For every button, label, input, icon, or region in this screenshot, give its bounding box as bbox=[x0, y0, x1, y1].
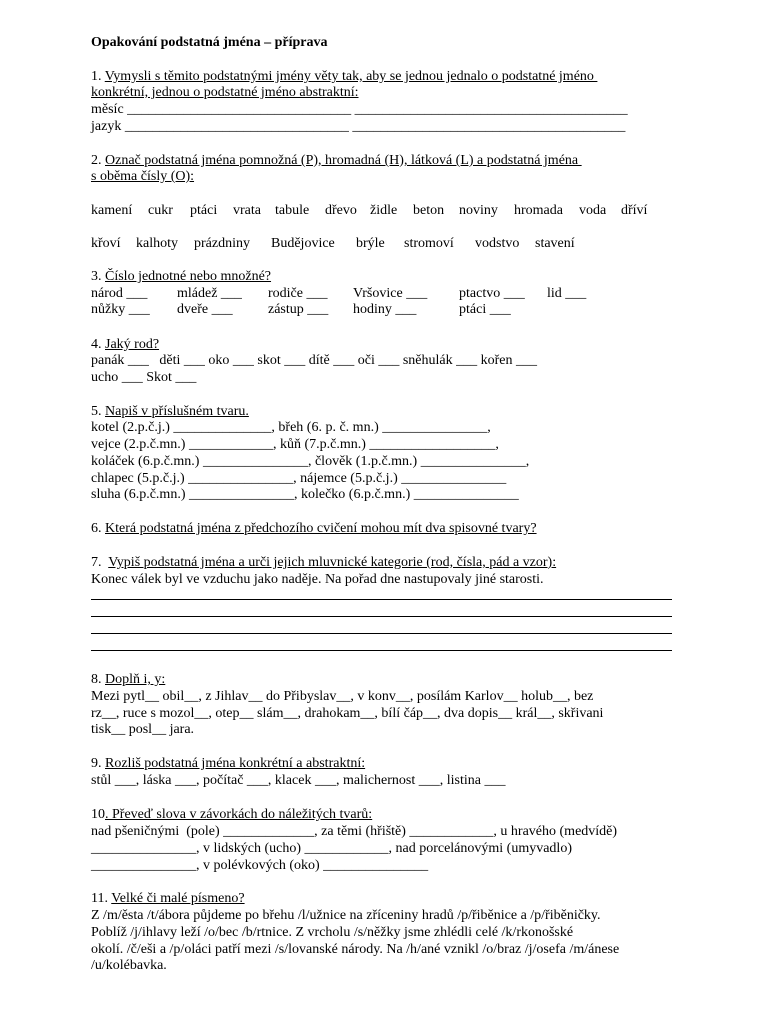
exercise-3-task: Číslo jednotné nebo množné? bbox=[105, 269, 272, 284]
word-item: ptáci bbox=[190, 203, 218, 218]
exercise-6-number: 6. bbox=[91, 521, 105, 536]
answer-item[interactable]: ptáci ___ bbox=[459, 302, 511, 317]
exercise-4-line-2[interactable]: ucho ___ Skot ___ bbox=[91, 370, 197, 385]
exercise-11-heading bbox=[91, 890, 245, 907]
exercise-6-task: Která podstatná jména z předchozího cvičení mohou mít dva spisovné tvary? bbox=[105, 521, 537, 536]
exercise-10-line-3[interactable]: _______________, v polévkových (oko) _______________ bbox=[91, 858, 429, 873]
word-item: prázdniny bbox=[194, 236, 250, 251]
word-item: tabule bbox=[275, 203, 310, 218]
word-item: vrata bbox=[233, 203, 261, 218]
exercise-4-heading bbox=[91, 336, 159, 353]
word-item: voda bbox=[579, 203, 607, 218]
exercise-10-line-2[interactable]: _______________, v lidských (ucho) ____________, nad porcelánovými (umyvadlo) bbox=[91, 841, 572, 856]
exercise-7-number: 7. bbox=[91, 555, 109, 570]
exercise-8-task: Doplň i, y: bbox=[105, 672, 166, 687]
word-item: dřevo bbox=[325, 203, 357, 218]
exercise-9-number: 9. bbox=[91, 756, 105, 771]
word-item: beton bbox=[413, 203, 445, 218]
word-item: vodstvo bbox=[475, 236, 520, 251]
answer-line[interactable] bbox=[91, 650, 672, 651]
exercise-1-number: 1. bbox=[91, 69, 105, 84]
exercise-8-line-2[interactable]: rz__, ruce s mozol__, otep__ slám__, drahokam__, bílí čáp__, dva dopis__ král__, skřivani bbox=[91, 706, 604, 721]
answer-item[interactable]: dveře ___ bbox=[177, 302, 233, 317]
answer-item[interactable]: národ ___ bbox=[91, 286, 148, 301]
word-item: kalhoty bbox=[136, 236, 178, 251]
exercise-5-line[interactable]: chlapec (5.p.č.j.) _______________, nájemce (5.p.č.j.) _______________ bbox=[91, 471, 507, 486]
exercise-11-line-3[interactable]: okolí. /č/eši a /p/oláci patří mezi /s/lovanské národy. Na /h/ané vznikl /o/braz /j/osefa /m/ánese bbox=[91, 942, 620, 957]
exercise-4-number: 4. bbox=[91, 337, 105, 352]
exercise-11-number: 11. bbox=[91, 891, 112, 906]
exercise-9-line-1[interactable]: stůl ___, láska ___, počítač ___, klacek ___, malichernost ___, listina ___ bbox=[91, 773, 506, 788]
answer-item[interactable]: lid ___ bbox=[547, 286, 587, 301]
exercise-2-task-cont: s oběma čísly (O): bbox=[91, 169, 195, 184]
exercise-1-row-jazyk[interactable]: jazyk ________________________________ _______________________________________ bbox=[91, 119, 626, 134]
exercise-7-heading bbox=[91, 554, 556, 571]
exercise-1-heading bbox=[91, 68, 597, 85]
answer-line[interactable] bbox=[91, 616, 672, 617]
word-item: dříví bbox=[621, 203, 648, 218]
exercise-11-task: Velké či malé písmeno? bbox=[111, 891, 245, 906]
answer-item[interactable]: ptactvo ___ bbox=[459, 286, 525, 301]
answer-item[interactable]: rodiče ___ bbox=[268, 286, 328, 301]
word-item: cukr bbox=[148, 203, 173, 218]
exercise-2-task: Označ podstatná jména pomnožná (P), hromadná (H), látková (L) a podstatná jména bbox=[105, 153, 582, 168]
exercise-6-heading bbox=[91, 520, 537, 537]
exercise-8-heading bbox=[91, 671, 165, 688]
exercise-3-heading bbox=[91, 268, 271, 285]
word-item: brýle bbox=[356, 236, 385, 251]
exercise-5-heading bbox=[91, 403, 249, 420]
answer-item[interactable]: Vršovice ___ bbox=[353, 286, 428, 301]
exercise-3-number: 3. bbox=[91, 269, 105, 284]
exercise-7-task: Vypiš podstatná jména a urči jejich mluvnické kategorie (rod, čísla, pád a vzor): bbox=[108, 555, 557, 570]
exercise-10-task: . Převeď slova v závorkách do náležitých tvarů: bbox=[105, 807, 373, 822]
answer-item[interactable]: mládež ___ bbox=[177, 286, 242, 301]
exercise-10-line-1[interactable]: nad pšeničnými (pole) _____________, za těmi (hřiště) ____________, u hravého (medvídě) bbox=[91, 824, 618, 839]
word-item: židle bbox=[370, 203, 398, 218]
exercise-1-row-mesic[interactable]: měsíc ________________________________ _______________________________________ bbox=[91, 102, 628, 117]
answer-item[interactable]: zástup ___ bbox=[268, 302, 329, 317]
exercise-4-task: Jaký rod? bbox=[105, 337, 160, 352]
word-item: noviny bbox=[459, 203, 498, 218]
exercise-10-number: 10 bbox=[91, 807, 105, 822]
exercise-4-line-1[interactable]: panák ___ děti ___ oko ___ skot ___ dítě ___ oči ___ sněhulák ___ kořen ___ bbox=[91, 353, 537, 368]
word-item: kamení bbox=[91, 203, 133, 218]
exercise-9-heading bbox=[91, 755, 365, 772]
answer-line[interactable] bbox=[91, 599, 672, 600]
page-title: Opakování podstatná jména – příprava bbox=[91, 35, 328, 50]
exercise-2-number: 2. bbox=[91, 153, 105, 168]
answer-item[interactable]: nůžky ___ bbox=[91, 302, 150, 317]
exercise-11-line-1[interactable]: Z /m/ěsta /t/ábora půjdeme po břehu /l/užnice na zříceniny hradů /p/řiběnice a /p/řiběničky. bbox=[91, 908, 601, 923]
answer-item[interactable]: hodiny ___ bbox=[353, 302, 417, 317]
exercise-10-heading bbox=[91, 806, 372, 823]
exercise-11-line-4[interactable]: /u/kolébavka. bbox=[91, 958, 167, 973]
exercise-5-line[interactable]: vejce (2.p.č.mn.) ____________, kůň (7.p.č.mn.) __________________, bbox=[91, 437, 499, 452]
exercise-5-line[interactable]: sluha (6.p.č.mn.) _______________, kolečko (6.p.č.mn.) _______________ bbox=[91, 487, 519, 502]
exercise-1-task-cont: konkrétní, jednou o podstatné jméno abstraktní: bbox=[91, 85, 359, 100]
exercise-5-number: 5. bbox=[91, 404, 105, 419]
exercise-5-line[interactable]: kotel (2.p.č.j.) ______________, břeh (6. p. č. mn.) _______________, bbox=[91, 420, 491, 435]
exercise-11-line-2[interactable]: Poblíž /j/ihlavy leží /o/bec /b/rtnice. Z vrcholu /s/něžky jsme zhlédli celé /k/rkonošské bbox=[91, 925, 574, 940]
word-item: stavení bbox=[535, 236, 575, 251]
exercise-9-task: Rozliš podstatná jména konkrétní a abstraktní: bbox=[105, 756, 366, 771]
exercise-8-line-1[interactable]: Mezi pytl__ obil__, z Jihlav__ do Přibyslav__, v konv__, posílám Karlov__ holub__, bez bbox=[91, 689, 594, 704]
exercise-5-line[interactable]: koláček (6.p.č.mn.) _______________, člověk (1.p.č.mn.) _______________, bbox=[91, 454, 530, 469]
exercise-2-heading bbox=[91, 152, 582, 169]
exercise-5-task: Napiš v příslušném tvaru. bbox=[105, 404, 249, 419]
word-item: hromada bbox=[514, 203, 563, 218]
exercise-8-line-3[interactable]: tisk__ posl__ jara. bbox=[91, 722, 195, 737]
answer-line[interactable] bbox=[91, 633, 672, 634]
word-item: křoví bbox=[91, 236, 121, 251]
exercise-8-number: 8. bbox=[91, 672, 105, 687]
word-item: Budějovice bbox=[271, 236, 335, 251]
exercise-1-task: Vymysli s těmito podstatnými jmény věty tak, aby se jednou jednalo o podstatné jméno bbox=[104, 69, 598, 84]
exercise-7-sentence: Konec válek byl ve vzduchu jako naděje. Na pořad dne nastupovaly jiné starosti. bbox=[91, 572, 544, 587]
word-item: stromoví bbox=[404, 236, 454, 251]
